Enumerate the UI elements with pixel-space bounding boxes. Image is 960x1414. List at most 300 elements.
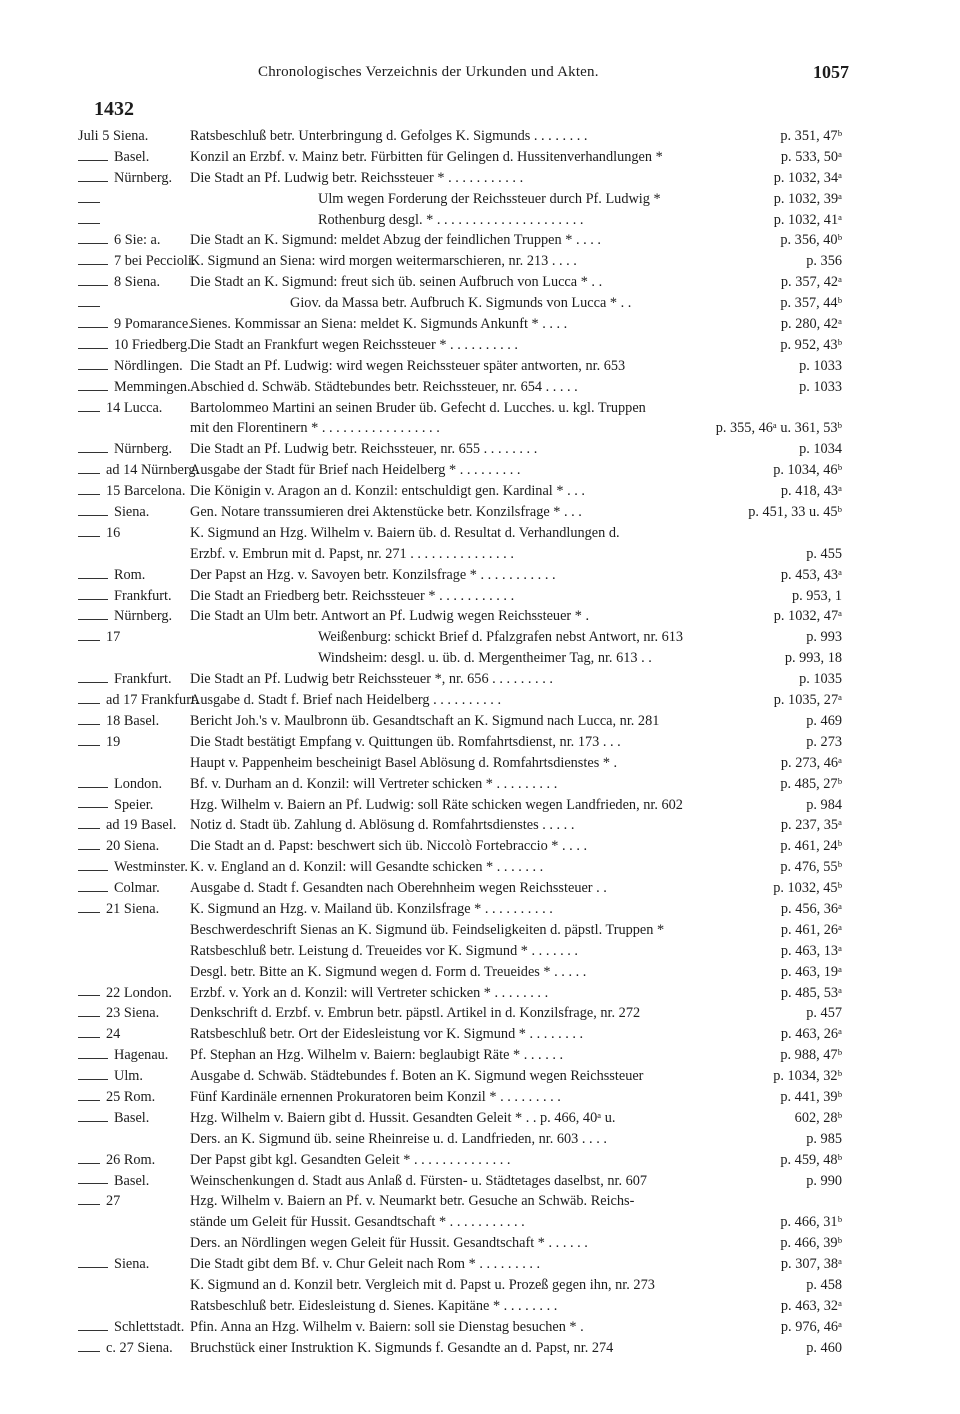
entry-summary: Ausgabe der Stadt für Brief nach Heidelberg * . . . . . . . . . bbox=[190, 462, 521, 479]
entry-page-reference: p. 1033 bbox=[799, 357, 842, 374]
entry-summary: Ratsbeschluß betr. Ort der Eidesleistung vor K. Sigmund * . . . . . . . . bbox=[190, 1026, 584, 1043]
entry-summary: Hzg. Wilhelm v. Baiern an Pf. v. Neumarkt betr. Gesuche an Schwäb. Reichs- bbox=[190, 1193, 635, 1210]
register-entry bbox=[0, 586, 960, 607]
ditto-rule bbox=[78, 619, 108, 620]
entry-page-reference: 602, 28ᵇ bbox=[794, 1109, 842, 1126]
entry-summary: Die Stadt an Frankfurt wegen Reichssteuer * . . . . . . . . . . bbox=[190, 336, 518, 353]
entry-page-reference: p. 1035 bbox=[799, 671, 842, 688]
entry-date-place bbox=[78, 690, 199, 711]
entry-lead-text: Nürnberg. bbox=[114, 608, 173, 625]
entry-page-reference: p. 441, 39ᵇ bbox=[780, 1088, 842, 1105]
entry-date-place bbox=[78, 1150, 155, 1171]
entry-page-reference: p. 1034, 46ᵇ bbox=[773, 462, 842, 479]
entry-lead-text: Basel. bbox=[114, 148, 150, 165]
entry-date-place bbox=[78, 1191, 120, 1212]
entry-date-place bbox=[78, 272, 160, 293]
entry-page-reference: p. 953, 1 bbox=[791, 587, 842, 604]
entry-lead-text: 23 Siena. bbox=[106, 1005, 160, 1022]
ditto-rule bbox=[78, 1100, 100, 1101]
entry-summary: K. Sigmund an Hzg. Wilhelm v. Baiern üb. d. Resultat d. Verhandlungen d. bbox=[190, 524, 620, 541]
entry-summary: Der Papst gibt kgl. Gesandten Geleit * . . . . . . . . . . . . . . bbox=[190, 1151, 511, 1168]
entry-page-reference: p. 485, 27ᵇ bbox=[780, 775, 842, 792]
entry-page-reference: p. 463, 19ᵃ bbox=[780, 963, 842, 980]
entry-lead-text: 9 Pomarance. bbox=[114, 316, 192, 333]
register-entry bbox=[0, 648, 960, 669]
register-entry bbox=[0, 439, 960, 460]
entry-summary: Abschied d. Schwäb. Städtebundes betr. Reichssteuer, nr. 654 . . . . . bbox=[190, 378, 578, 395]
register-entry bbox=[0, 857, 960, 878]
entry-lead-text: 7 bei Peccioli. bbox=[114, 253, 196, 270]
entry-page-reference: p. 307, 38ᵃ bbox=[780, 1256, 842, 1273]
ditto-rule bbox=[78, 306, 100, 307]
register-entry bbox=[0, 1296, 960, 1317]
entry-summary: Desgl. betr. Bitte an K. Sigmund wegen d. Form d. Treueides * . . . . . bbox=[190, 963, 587, 980]
entry-lead-text: ad 14 Nürnberg. bbox=[106, 462, 200, 479]
entry-summary: Die Stadt an Pf. Ludwig betr. Reichssteuer * . . . . . . . . . . . bbox=[190, 169, 524, 186]
entry-summary: Fünf Kardinäle ernennen Prokuratoren beim Konzil * . . . . . . . . . bbox=[190, 1088, 561, 1105]
entry-lead-text: 21 Siena. bbox=[106, 900, 160, 917]
ditto-rule bbox=[78, 682, 108, 683]
ditto-rule bbox=[78, 369, 108, 370]
ditto-rule bbox=[78, 494, 100, 495]
register-entry bbox=[0, 1275, 960, 1296]
entry-summary: mit den Florentinern * . . . . . . . . . . . . . . . . . bbox=[190, 420, 440, 437]
entry-summary: Konzil an Erzbf. v. Mainz betr. Fürbitten für Gelingen d. Hussitenverhandlungen * bbox=[190, 148, 663, 165]
entry-summary: Ratsbeschluß betr. Unterbringung d. Gefolges K. Sigmunds . . . . . . . . bbox=[190, 128, 588, 144]
register-entry bbox=[0, 1171, 960, 1192]
register-entry bbox=[0, 1045, 960, 1066]
entry-page-reference: p. 1032, 34ᵃ bbox=[773, 169, 842, 186]
ditto-rule bbox=[78, 181, 108, 182]
ditto-rule bbox=[78, 912, 100, 913]
entry-page-reference: p. 458 bbox=[806, 1276, 842, 1293]
ditto-rule bbox=[78, 411, 100, 412]
register-entry bbox=[0, 502, 960, 523]
entry-summary: Erzbf. v. York an d. Konzil: will Vertreter schicken * . . . . . . . . bbox=[190, 984, 549, 1001]
entry-lead-text: Basel. bbox=[114, 1172, 150, 1189]
entry-lead-text: Rom. bbox=[114, 566, 146, 583]
register-entry bbox=[0, 272, 960, 293]
register-entry bbox=[0, 669, 960, 690]
entry-summary: Gen. Notare transsumieren drei Aktenstücke betr. Konzilsfrage * . . . bbox=[190, 504, 582, 521]
entry-summary: K. v. England an d. Konzil: will Gesandte schicken * . . . . . . . bbox=[190, 859, 544, 876]
entry-page-reference: p. 1033 bbox=[799, 378, 842, 395]
register-entry bbox=[0, 418, 960, 439]
entry-summary: Die Stadt bestätigt Empfang v. Quittungen üb. Romfahrtsdienst, nr. 173 . . . bbox=[190, 733, 621, 750]
entry-date-place bbox=[78, 711, 159, 732]
entry-lead-text: Nürnberg. bbox=[114, 441, 173, 458]
entry-date-place bbox=[78, 335, 191, 356]
entry-page-reference: p. 1034 bbox=[799, 441, 842, 458]
register-entry bbox=[0, 920, 960, 941]
entry-lead-text: Ulm. bbox=[114, 1068, 143, 1085]
entry-lead-text: 26 Rom. bbox=[106, 1151, 156, 1168]
entry-date-place bbox=[78, 230, 160, 251]
entry-page-reference: p. 952, 43ᵇ bbox=[780, 336, 842, 353]
register-entry bbox=[0, 230, 960, 251]
register-entry bbox=[0, 1317, 960, 1338]
ditto-rule bbox=[78, 807, 108, 808]
ditto-rule bbox=[78, 1163, 100, 1164]
entry-page-reference: p. 485, 53ᵃ bbox=[780, 984, 842, 1001]
ditto-rule bbox=[78, 515, 108, 516]
entry-lead-text: Schlettstadt. bbox=[114, 1318, 185, 1335]
ditto-rule bbox=[78, 327, 108, 328]
register-entry bbox=[0, 168, 960, 189]
ditto-rule bbox=[78, 1267, 108, 1268]
entry-date-place bbox=[78, 1024, 120, 1045]
register-entry bbox=[0, 774, 960, 795]
entry-date-place bbox=[78, 1003, 159, 1024]
register-entry bbox=[0, 1150, 960, 1171]
entry-lead-text: 16 bbox=[106, 524, 121, 541]
register-entry bbox=[0, 210, 960, 231]
entry-date-place bbox=[78, 1108, 149, 1129]
ditto-rule bbox=[78, 828, 100, 829]
entry-lead-text: Frankfurt. bbox=[114, 671, 172, 688]
entry-date-place bbox=[78, 565, 145, 586]
entry-lead-text: 19 bbox=[106, 733, 121, 750]
ditto-rule bbox=[78, 1330, 108, 1331]
register-entry bbox=[0, 356, 960, 377]
entry-summary: Die Stadt an Pf. Ludwig: wird wegen Reichssteuer später antworten, nr. 653 bbox=[190, 357, 626, 374]
entry-lead-text: 27 bbox=[106, 1193, 121, 1210]
running-title: Chronologisches Verzeichnis der Urkunden und Akten. bbox=[258, 64, 599, 80]
entry-summary: K. Sigmund an Siena: wird morgen weitermarschieren, nr. 213 . . . . bbox=[190, 253, 577, 270]
register-entry bbox=[0, 795, 960, 816]
register-entry bbox=[0, 1108, 960, 1129]
entry-summary: Notiz d. Stadt üb. Zahlung d. Ablösung d. Romfahrtsdienstes . . . . . bbox=[190, 817, 575, 834]
entry-lead-text: c. 27 Siena. bbox=[106, 1339, 173, 1356]
entry-date-place bbox=[78, 1317, 184, 1338]
ditto-rule bbox=[78, 599, 108, 600]
entry-summary: Hzg. Wilhelm v. Baiern an Pf. Ludwig: soll Räte schicken wegen Landfrieden, nr. 602 bbox=[190, 796, 683, 813]
register-entry bbox=[0, 711, 960, 732]
ditto-rule bbox=[78, 223, 100, 224]
entry-lead-text: 24 bbox=[106, 1026, 121, 1043]
entry-summary: Denkschrift d. Erzbf. v. Embrun betr. päpstl. Artikel in d. Konzilsfrage, nr. 272 bbox=[190, 1005, 641, 1022]
entry-page-reference: p. 1032, 45ᵇ bbox=[773, 880, 842, 897]
register-entry bbox=[0, 481, 960, 502]
entry-summary: K. Sigmund an Hzg. v. Mailand üb. Konzilsfrage * . . . . . . . . . . bbox=[190, 900, 553, 917]
entry-lead-text: 10 Friedberg. bbox=[114, 336, 191, 353]
register-entry bbox=[0, 335, 960, 356]
entry-summary: Die Stadt an d. Papst: beschwert sich üb. Niccolò Fortebraccio * . . . . bbox=[190, 838, 588, 855]
entry-summary: Hzg. Wilhelm v. Baiern gibt d. Hussit. Gesandten Geleit * . . p. 466, 40ᵃ u. bbox=[190, 1109, 616, 1126]
entry-lead-text: Siena. bbox=[114, 1256, 150, 1273]
entry-date-place bbox=[78, 815, 176, 836]
entry-date-place bbox=[78, 314, 192, 335]
entry-summary: Bruchstück einer Instruktion K. Sigmunds f. Gesandte an d. Papst, nr. 274 bbox=[190, 1339, 614, 1356]
register-entry bbox=[0, 899, 960, 920]
register-entry bbox=[0, 1338, 960, 1359]
entry-date-place bbox=[78, 627, 120, 648]
register-entry bbox=[0, 1191, 960, 1212]
entry-page-reference: p. 463, 13ᵃ bbox=[780, 942, 842, 959]
register-entry bbox=[0, 732, 960, 753]
entry-lead-text: 25 Rom. bbox=[106, 1088, 156, 1105]
ditto-rule bbox=[78, 243, 108, 244]
entry-date-place bbox=[78, 251, 195, 272]
entry-page-reference: p. 993 bbox=[806, 629, 842, 646]
entry-lead-text: ad 19 Basel. bbox=[106, 817, 177, 834]
entry-lead-text: 18 Basel. bbox=[106, 712, 160, 729]
entry-page-reference: p. 453, 43ᵃ bbox=[780, 566, 842, 583]
register-entries bbox=[0, 126, 960, 1359]
ditto-rule bbox=[78, 1204, 100, 1205]
register-entry bbox=[0, 565, 960, 586]
entry-page-reference: p. 466, 31ᵇ bbox=[780, 1214, 842, 1231]
entry-page-reference: p. 1032, 47ᵃ bbox=[773, 608, 842, 625]
register-entry bbox=[0, 398, 960, 419]
entry-summary: Weinschenkungen d. Stadt aus Anlaß d. Fürsten- u. Städtetages daselbst, nr. 607 bbox=[190, 1172, 648, 1189]
ditto-rule bbox=[78, 891, 108, 892]
ditto-rule bbox=[78, 1016, 100, 1017]
register-entry bbox=[0, 1129, 960, 1150]
entry-summary: Ausgabe d. Schwäb. Städtebundes f. Boten an K. Sigmund wegen Reichssteuer bbox=[190, 1068, 644, 1085]
entry-page-reference: p. 976, 46ᵃ bbox=[780, 1318, 842, 1335]
register-entry bbox=[0, 293, 960, 314]
entry-lead-text: Juli 5 Siena. bbox=[78, 128, 149, 144]
entry-date-place bbox=[78, 836, 159, 857]
entry-summary: Haupt v. Pappenheim bescheinigt Basel Ablösung d. Romfahrtsdienstes * . bbox=[190, 754, 618, 771]
register-entry bbox=[0, 962, 960, 983]
entry-date-place bbox=[78, 1087, 155, 1108]
entry-page-reference: p. 459, 48ᵇ bbox=[780, 1151, 842, 1168]
register-entry bbox=[0, 126, 960, 147]
ditto-rule bbox=[78, 202, 100, 203]
entry-summary: Pf. Stephan an Hzg. Wilhelm v. Baiern: beglaubigt Räte * . . . . . . bbox=[190, 1047, 564, 1064]
register-entry bbox=[0, 815, 960, 836]
entry-page-reference: p. 984 bbox=[806, 796, 842, 813]
entry-summary: Ausgabe d. Stadt f. Brief nach Heidelberg . . . . . . . . . . bbox=[190, 692, 502, 709]
register-entry bbox=[0, 1003, 960, 1024]
entry-lead-text: 14 Lucca. bbox=[106, 399, 163, 416]
ditto-rule bbox=[78, 870, 108, 871]
register-entry bbox=[0, 251, 960, 272]
entry-date-place bbox=[78, 586, 172, 607]
entry-date-place bbox=[78, 168, 172, 189]
entry-date-place bbox=[78, 377, 191, 398]
entry-summary: K. Sigmund an d. Konzil betr. Vergleich mit d. Papst u. Prozeß gegen ihn, nr. 273 bbox=[190, 1276, 655, 1293]
entry-page-reference: p. 460 bbox=[806, 1339, 842, 1356]
entry-summary: Sienes. Kommissar an Siena: meldet K. Sigmunds Ankunft * . . . . bbox=[190, 316, 568, 333]
register-entry bbox=[0, 983, 960, 1004]
entry-lead-text: 15 Barcelona. bbox=[106, 483, 186, 500]
entry-summary: Weißenburg: schickt Brief d. Pfalzgrafen nebst Antwort, nr. 613 bbox=[318, 629, 684, 646]
entry-page-reference: p. 985 bbox=[806, 1130, 842, 1147]
entry-date-place bbox=[78, 1066, 143, 1087]
entry-summary: Ders. an K. Sigmund üb. seine Rheinreise u. d. Landfrieden, nr. 603 . . . . bbox=[190, 1130, 607, 1147]
entry-summary: Rothenburg desgl. * . . . . . . . . . . . . . . . . . . . . . bbox=[318, 211, 584, 228]
entry-page-reference: p. 990 bbox=[806, 1172, 842, 1189]
entry-lead-text: Colmar. bbox=[114, 880, 160, 897]
entry-summary: Windsheim: desgl. u. üb. d. Mergentheimer Tag, nr. 613 . . bbox=[318, 650, 652, 667]
ditto-rule bbox=[78, 1183, 108, 1184]
entry-page-reference: p. 351, 47ᵇ bbox=[780, 128, 842, 144]
entry-summary: Die Stadt an Pf. Ludwig betr. Reichssteuer, nr. 655 . . . . . . . . bbox=[190, 441, 538, 458]
entry-summary: Ausgabe d. Stadt f. Gesandten nach Oberehnheim wegen Reichssteuer . . bbox=[190, 880, 607, 897]
entry-summary: Ulm wegen Forderung der Reichssteuer durch Pf. Ludwig * bbox=[318, 190, 661, 207]
register-entry bbox=[0, 460, 960, 481]
register-entry bbox=[0, 690, 960, 711]
entry-page-reference: p. 469 bbox=[806, 712, 842, 729]
register-entry bbox=[0, 627, 960, 648]
entry-date-place bbox=[78, 398, 162, 419]
entry-date-place bbox=[78, 147, 149, 168]
entry-lead-text: Nördlingen. bbox=[114, 357, 183, 374]
entry-summary: Die Stadt an Pf. Ludwig betr Reichssteuer *, nr. 656 . . . . . . . . . bbox=[190, 671, 553, 688]
ditto-rule bbox=[78, 536, 100, 537]
entry-lead-text: ad 17 Frankfurt. bbox=[106, 692, 199, 709]
entry-page-reference: p. 1035, 27ᵃ bbox=[773, 692, 842, 709]
entry-page-reference: p. 356 bbox=[806, 253, 842, 270]
ditto-rule bbox=[78, 745, 100, 746]
entry-date-place bbox=[78, 732, 120, 753]
entry-date-place bbox=[78, 878, 160, 899]
entry-page-reference: p. 457 bbox=[806, 1005, 842, 1022]
ditto-rule bbox=[78, 1079, 108, 1080]
entry-lead-text: Hagenau. bbox=[114, 1047, 169, 1064]
entry-lead-text: 17 bbox=[106, 629, 121, 646]
register-entry bbox=[0, 1087, 960, 1108]
entry-date-place bbox=[78, 460, 199, 481]
entry-date-place bbox=[78, 293, 106, 314]
entry-summary: Die Stadt an K. Sigmund: freut sich üb. seinen Aufbruch von Lucca * . . bbox=[190, 274, 603, 291]
register-entry bbox=[0, 314, 960, 335]
ditto-rule bbox=[78, 390, 108, 391]
entry-page-reference: p. 456, 36ᵃ bbox=[780, 900, 842, 917]
entry-page-reference: p. 476, 55ᵇ bbox=[780, 859, 842, 876]
ditto-rule bbox=[78, 452, 108, 453]
entry-lead-text: Nürnberg. bbox=[114, 169, 173, 186]
entry-summary: Der Papst an Hzg. v. Savoyen betr. Konzilsfrage * . . . . . . . . . . . bbox=[190, 566, 556, 583]
entry-lead-text: Westminster. bbox=[114, 859, 188, 876]
register-entry bbox=[0, 189, 960, 210]
register-entry bbox=[0, 606, 960, 627]
page-number: 1057 bbox=[813, 62, 849, 82]
entry-date-place bbox=[78, 210, 106, 231]
entry-lead-text: 6 Sie: a. bbox=[114, 232, 161, 249]
entry-page-reference: p. 357, 42ᵃ bbox=[780, 274, 842, 291]
entry-summary: stände um Geleit für Hussit. Gesandtschaft * . . . . . . . . . . . bbox=[190, 1214, 525, 1231]
entry-date-place bbox=[78, 1171, 149, 1192]
register-entry bbox=[0, 1212, 960, 1233]
entry-lead-text: 20 Siena. bbox=[106, 838, 160, 855]
ditto-rule bbox=[78, 1121, 108, 1122]
entry-summary: Ratsbeschluß betr. Eidesleistung d. Sienes. Kapitäne * . . . . . . . . bbox=[190, 1297, 558, 1314]
entry-date-place bbox=[78, 606, 172, 627]
entry-date-place bbox=[78, 356, 183, 377]
entry-page-reference: p. 988, 47ᵇ bbox=[780, 1047, 842, 1064]
entry-page-reference: p. 463, 32ᵃ bbox=[780, 1297, 842, 1314]
entry-lead-text: Siena. bbox=[114, 504, 150, 521]
entry-page-reference: p. 1034, 32ᵇ bbox=[773, 1068, 842, 1085]
entry-date-place bbox=[78, 126, 148, 147]
ditto-rule bbox=[78, 1058, 108, 1059]
register-entry bbox=[0, 1024, 960, 1045]
entry-summary: Bericht Joh.'s v. Maulbronn üb. Gesandtschaft an K. Sigmund nach Lucca, nr. 281 bbox=[190, 712, 660, 729]
entry-summary: Ratsbeschluß betr. Leistung d. Treueides vor K. Sigmund * . . . . . . . bbox=[190, 942, 578, 959]
entry-summary: Bf. v. Durham an d. Konzil: will Vertreter schicken * . . . . . . . . . bbox=[190, 775, 558, 792]
entry-summary: Die Stadt an Friedberg betr. Reichssteuer * . . . . . . . . . . . bbox=[190, 587, 515, 604]
entry-lead-text: London. bbox=[114, 775, 163, 792]
entry-date-place bbox=[78, 774, 162, 795]
register-entry bbox=[0, 1233, 960, 1254]
entry-page-reference: p. 418, 43ᵃ bbox=[780, 483, 842, 500]
ditto-rule bbox=[78, 348, 108, 349]
entry-page-reference: p. 461, 26ᵃ bbox=[780, 921, 842, 938]
entry-page-reference: p. 461, 24ᵇ bbox=[780, 838, 842, 855]
register-entry bbox=[0, 1066, 960, 1087]
entry-page-reference: p. 355, 46ᵃ u. 361, 53ᵇ bbox=[715, 420, 842, 437]
register-entry bbox=[0, 941, 960, 962]
entry-lead-text: Frankfurt. bbox=[114, 587, 172, 604]
entry-page-reference: p. 463, 26ᵃ bbox=[780, 1026, 842, 1043]
entry-date-place bbox=[78, 795, 153, 816]
entry-page-reference: p. 1032, 39ᵃ bbox=[773, 190, 842, 207]
entry-date-place bbox=[78, 1045, 168, 1066]
entry-date-place bbox=[78, 481, 185, 502]
register-entry bbox=[0, 836, 960, 857]
entry-page-reference: p. 455 bbox=[806, 545, 842, 562]
entry-lead-text: 8 Siena. bbox=[114, 274, 161, 291]
entry-page-reference: p. 280, 42ᵃ bbox=[780, 316, 842, 333]
entry-page-reference: p. 273 bbox=[806, 733, 842, 750]
entry-summary: Die Stadt an K. Sigmund: meldet Abzug der feindlichen Truppen * . . . . bbox=[190, 232, 601, 249]
entry-page-reference: p. 533, 50ᵃ bbox=[780, 148, 842, 165]
ditto-rule bbox=[78, 703, 100, 704]
register-entry bbox=[0, 377, 960, 398]
entry-summary: Bartolommeo Martini an seinen Bruder üb. Gefecht d. Lucches. u. kgl. Truppen bbox=[190, 399, 646, 416]
ditto-rule bbox=[78, 578, 108, 579]
entry-summary: Die Stadt an Ulm betr. Antwort an Pf. Ludwig wegen Reichssteuer * . bbox=[190, 608, 590, 625]
register-entry bbox=[0, 147, 960, 168]
entry-page-reference: p. 993, 18 bbox=[784, 650, 842, 667]
entry-lead-text: Speier. bbox=[114, 796, 154, 813]
ditto-rule bbox=[78, 473, 100, 474]
ditto-rule bbox=[78, 640, 100, 641]
ditto-rule bbox=[78, 285, 108, 286]
ditto-rule bbox=[78, 264, 108, 265]
entry-page-reference: p. 1032, 41ᵃ bbox=[773, 211, 842, 228]
year-heading: 1432 bbox=[94, 98, 134, 120]
entry-summary: Giov. da Massa betr. Aufbruch K. Sigmunds von Lucca * . . bbox=[290, 295, 632, 312]
entry-date-place bbox=[78, 669, 172, 690]
ditto-rule bbox=[78, 1037, 100, 1038]
entry-date-place bbox=[78, 189, 106, 210]
running-header bbox=[0, 62, 960, 88]
entry-date-place bbox=[78, 983, 172, 1004]
register-entry bbox=[0, 878, 960, 899]
entry-date-place bbox=[78, 439, 172, 460]
entry-date-place bbox=[78, 899, 159, 920]
register-entry bbox=[0, 753, 960, 774]
entry-date-place bbox=[78, 523, 120, 544]
entry-lead-text: Memmingen. bbox=[114, 378, 191, 395]
entry-page-reference: p. 356, 40ᵇ bbox=[780, 232, 842, 249]
entry-page-reference: p. 451, 33 u. 45ᵇ bbox=[748, 504, 842, 521]
entry-summary: Pfin. Anna an Hzg. Wilhelm v. Baiern: soll sie Dienstag besuchen * . bbox=[190, 1318, 584, 1335]
register-entry bbox=[0, 523, 960, 544]
entry-summary: Ders. an Nördlingen wegen Geleit für Hussit. Gesandtschaft * . . . . . . bbox=[190, 1235, 588, 1252]
entry-page-reference: p. 357, 44ᵇ bbox=[780, 295, 842, 312]
entry-summary: Die Königin v. Aragon an d. Konzil: entschuldigt gen. Kardinal * . . . bbox=[190, 483, 585, 500]
ditto-rule bbox=[78, 995, 100, 996]
entry-date-place bbox=[78, 1338, 173, 1359]
entry-date-place bbox=[78, 502, 149, 523]
entry-summary: Die Stadt gibt dem Bf. v. Chur Geleit nach Rom * . . . . . . . . . bbox=[190, 1256, 541, 1273]
